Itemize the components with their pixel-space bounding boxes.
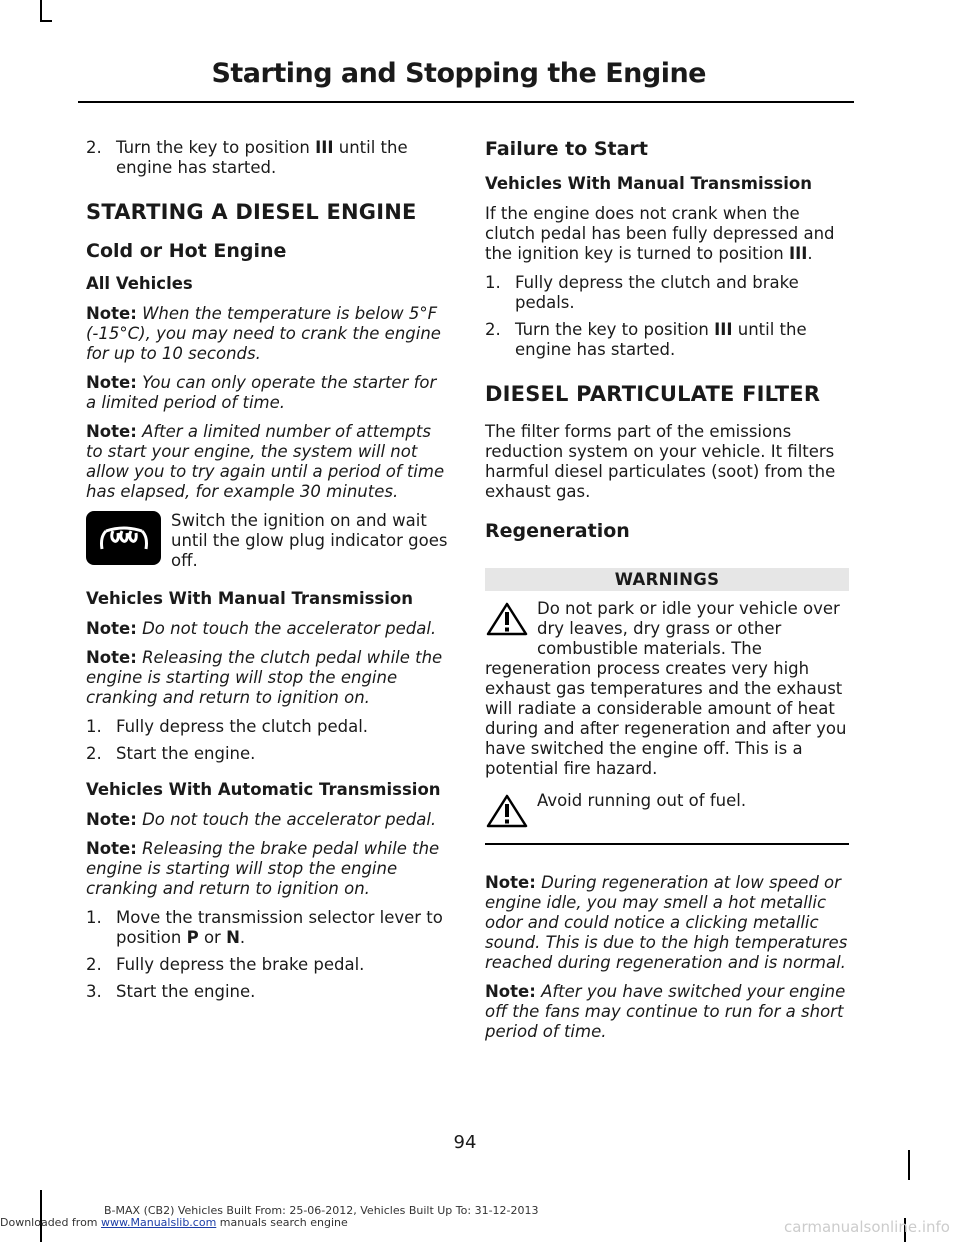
list-item: 1. Move the transmission selector lever to position P or N. — [86, 908, 443, 947]
subheading-regeneration: Regeneration — [485, 520, 630, 542]
watermark: carmanualsonline.info — [784, 1218, 950, 1236]
page-title: Starting and Stopping the Engine — [211, 58, 706, 89]
note: Note: After you have switched your engine off the fans may continue to run for a short period of time. — [485, 982, 846, 1041]
note: Note: When the temperature is below 5°F (-15°C), you may need to crank the engine for up to 10 seconds. — [86, 304, 441, 363]
warning-triangle-icon — [485, 601, 529, 637]
download-banner: Downloaded from www.Manualslib.com manuals search engine — [0, 1216, 348, 1229]
page-number: 94 — [453, 1132, 477, 1153]
note: Note: Do not touch the accelerator pedal. — [86, 619, 437, 638]
paragraph: If the engine does not crank when the clutch pedal has been fully depressed and the ignition key is turned to position III. — [485, 204, 835, 263]
note: Note: Releasing the clutch pedal while the engine is starting will stop the engine cranking and return to ignition on. — [86, 648, 443, 707]
glow-plug-icon — [86, 511, 161, 565]
manualslib-link[interactable]: www.Manualslib.com — [101, 1216, 217, 1229]
note: Note: Releasing the brake pedal while the engine is starting will stop the engine cranking and return to ignition on. — [86, 839, 440, 898]
note: Note: During regeneration at low speed or engine idle, you may smell a hot metallic odor and could notice a clicking metallic sound. This is due to the high temperatures reached during regeneration and is normal. — [485, 873, 848, 972]
crop-mark — [40, 20, 52, 22]
list-item: 3. Start the engine. — [86, 982, 256, 1001]
warnings-end-rule — [485, 843, 849, 845]
subheading-all-vehicles: All Vehicles — [86, 274, 193, 293]
section-heading-failure: Failure to Start — [485, 138, 648, 160]
list-item: 1. Fully depress the clutch pedal. — [86, 717, 369, 736]
crop-mark — [908, 1150, 910, 1180]
warnings-bar: WARNINGS — [485, 568, 849, 591]
note: Note: After a limited number of attempts to start your engine, the system will not allow you to try again until a period of time has elapsed, for example 30 minutes. — [86, 422, 445, 501]
header-rule — [78, 101, 854, 103]
warning-block: Do not park or idle your vehicle over dry leaves, dry grass or other combustible materials. The regeneration process creates very high exhaust gas temperatures and the exhaust will radiate a considerable amount of heat during and after regeneration and after you have switched the engine off. This is a potential fire hazard. — [485, 599, 847, 778]
glow-plug-text: Switch the ignition on and wait until the glow plug indicator goes off. — [171, 511, 448, 570]
note: Note: You can only operate the starter for a limited period of time. — [86, 373, 437, 412]
subheading-manual-right: Vehicles With Manual Transmission — [485, 174, 812, 193]
subheading-cold-hot: Cold or Hot Engine — [86, 240, 287, 262]
list-item: 2. Fully depress the brake pedal. — [86, 955, 365, 974]
section-heading-diesel: STARTING A DIESEL ENGINE — [86, 200, 417, 224]
list-item: 2. Turn the key to position III until the engine has started. — [86, 138, 408, 177]
warning-triangle-icon — [485, 793, 529, 829]
section-heading-dpf: DIESEL PARTICULATE FILTER — [485, 382, 821, 406]
right-column — [485, 138, 849, 1051]
glow-plug-instruction — [86, 511, 450, 571]
list-item: 2. Start the engine. — [86, 744, 256, 763]
note: Note: Do not touch the accelerator pedal. — [86, 810, 437, 829]
crop-mark — [40, 0, 42, 22]
list-item: 1. Fully depress the clutch and brake pedals. — [485, 273, 799, 312]
left-column — [86, 138, 450, 1009]
subheading-manual: Vehicles With Manual Transmission — [86, 589, 413, 608]
subheading-automatic: Vehicles With Automatic Transmission — [86, 780, 441, 799]
paragraph: The filter forms part of the emissions reduction system on your vehicle. It filters harmful diesel particulates (soot) from the exhaust gas. — [485, 422, 836, 501]
warning-block: Avoid running out of fuel. — [485, 791, 849, 833]
list-item: 2. Turn the key to position III until the engine has started. — [485, 320, 807, 359]
edition-line: B-MAX (CB2) Vehicles Built From: 25-06-2012, Vehicles Built Up To: 31-12-2013 — [104, 1204, 539, 1217]
